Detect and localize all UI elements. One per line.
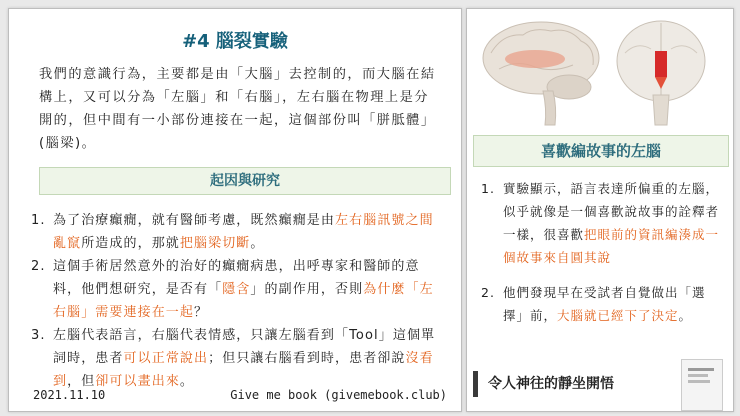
body-text: 。 (678, 308, 693, 323)
right-card (466, 8, 734, 412)
footer-label: 令人神往的靜坐開悟 (473, 371, 614, 397)
highlight-text: 卻可以畫出來 (95, 374, 180, 389)
left-brain-list (481, 177, 723, 339)
highlight-text: 隱含 (222, 282, 251, 297)
date-label: 2021.11.10 (33, 388, 106, 402)
list-number: 1. (481, 181, 495, 196)
body-text: 他們發現早在受試者自覺做出「選擇」前， (503, 285, 706, 323)
highlight-text: 大腦就已經下了決定 (557, 308, 679, 323)
brain-front-view (617, 21, 705, 125)
highlight-text: 可以正常說出 (123, 351, 209, 366)
brain-side-view (483, 22, 599, 125)
highlight-text: 為什麼「左右腦」需要連接在一起 (53, 282, 434, 320)
list-item (31, 209, 447, 255)
list-number: 3. (31, 328, 46, 343)
list-item (481, 281, 723, 327)
list-item (481, 177, 723, 269)
cause-research-list (31, 209, 447, 393)
highlight-text: 沒看到 (53, 351, 434, 389)
book-cover-thumbnail (681, 359, 723, 411)
body-text: ；但只讓右腦看到時，患者卻說 (208, 351, 406, 366)
intro-paragraph: 我們的意識行為，主要都是由「大腦」去控制的，而大腦在結構上，又可以分為「左腦」和「右腦」，左右腦在物理上是分開的，但中間有一小部份連接在一起，這個部份叫「胼胝體」(腦梁)。 (39, 67, 436, 151)
brain-illustration (473, 13, 727, 131)
list-item (31, 324, 447, 393)
list-item (31, 255, 447, 324)
highlight-text: 把腦梁切斷 (179, 236, 251, 251)
body-text: 所造成的，那就 (81, 236, 180, 251)
body-text: ，但 (67, 374, 96, 389)
body-text: 實驗顯示，語言表達所偏重的左腦，似乎就像是一個喜歡說故事的詮釋者一樣，很喜歡 (503, 181, 720, 242)
list-number: 1. (31, 213, 46, 228)
highlight-text: 把眼前的資訊編湊成一個故事來自圓其說 (503, 227, 720, 265)
body-text: 這個手術居然意外的治好的癲癇病患，出呼專家和醫師的意料，他們想研究，是否有「 (53, 259, 420, 297)
body-text: ？ (194, 305, 209, 320)
body-text: 。 (179, 374, 195, 389)
list-number: 2. (481, 285, 495, 300)
page-title: #4 腦裂實驗 (182, 31, 288, 52)
body-text: 。 (250, 236, 265, 251)
list-number: 2. (31, 259, 46, 274)
source-link[interactable]: Give me book (givemebook.club) (230, 388, 447, 402)
body-text: 為了治療癲癇，就有醫師考慮，既然癲癇是由 (53, 213, 336, 228)
left-card (8, 8, 462, 412)
highlight-text: 左右腦訊號之間亂竄 (53, 213, 434, 251)
right-section-title: 喜歡編故事的左腦 (473, 135, 729, 167)
section-title: 起因與研究 (39, 167, 451, 195)
body-text: 」的副作用，否則 (250, 282, 364, 297)
body-text: 左腦代表語言，右腦代表情感，只讓左腦看到「Tool」這個單詞時，患者 (53, 328, 436, 366)
